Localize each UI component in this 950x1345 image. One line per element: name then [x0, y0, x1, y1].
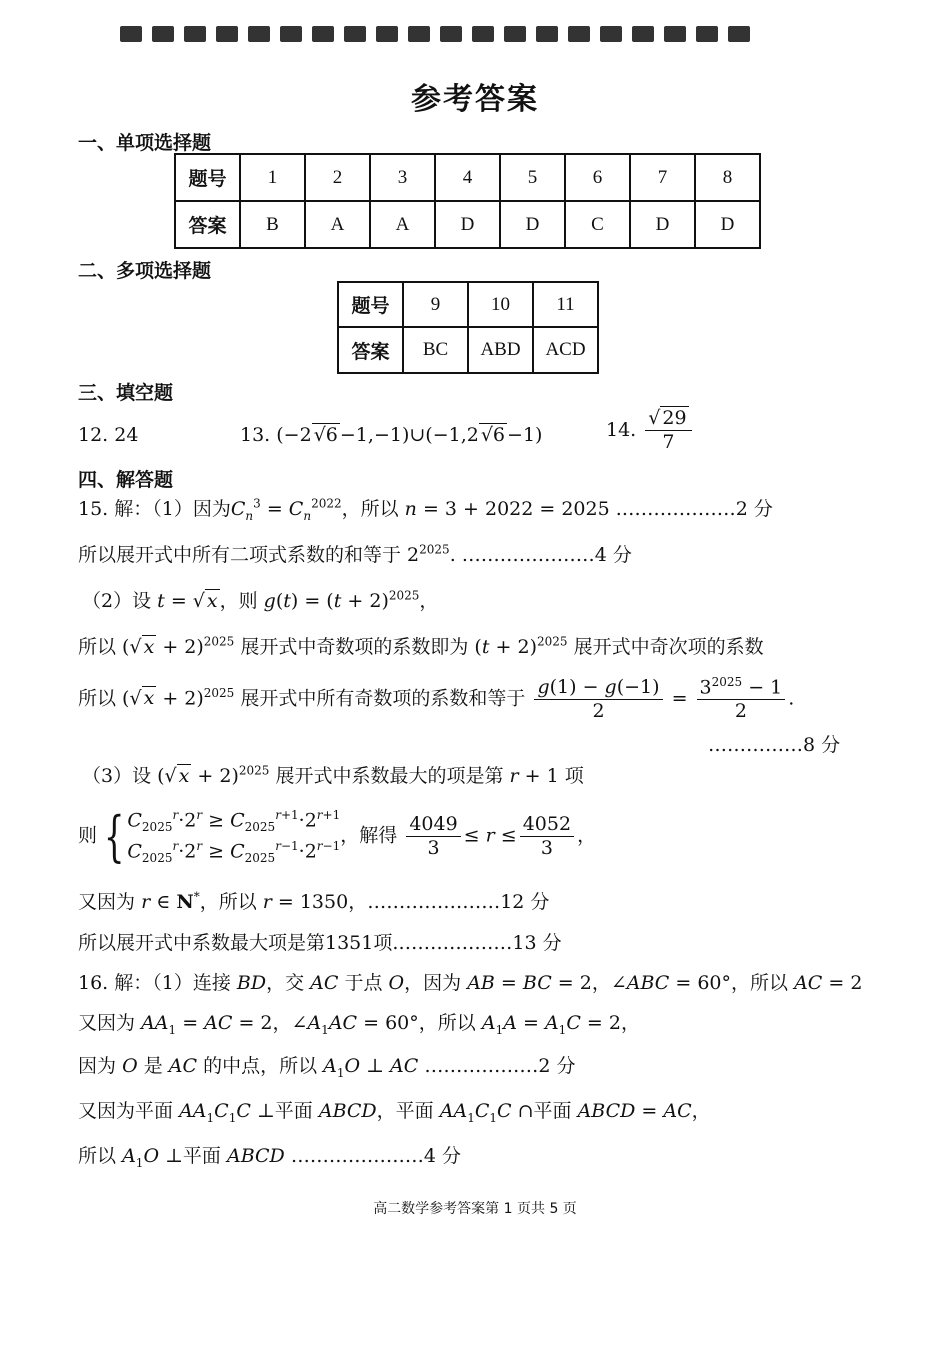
question-number-cell: 9 [403, 282, 468, 327]
answer-cell: D [500, 201, 565, 248]
q15-l7-mid: 展开式中系数最大的项是第 [275, 765, 504, 787]
q15-line-1: 15. 解：（1）因为$C_n^3 = C_n^{2022}$，所以 n = 3 + 2022 = 2025 .………………2 分 [78, 496, 773, 523]
section-solutions: 四、解答题 [78, 469, 174, 491]
section-fill-blank: 三、填空题 [78, 382, 174, 404]
q16-line-1: 16. 解：（1）连接 BD，交 AC 于点 O，因为 AB = BC = 2，∠ABC = 60°，所以 AC = 2 [78, 972, 863, 994]
q16-l4-cap: ∩平面 [517, 1100, 572, 1122]
section-single-choice: 一、单项选择题 [78, 132, 212, 154]
q15-l4-mid: 展开式中奇数项的系数即为 [240, 636, 469, 658]
answer-cell: D [435, 201, 500, 248]
q15-solve: ，解得 [340, 824, 398, 847]
section-multi-choice: 二、多项选择题 [78, 260, 212, 282]
q16-line-3: 因为 O 是 AC 的中点，所以 $A_1O$ ⊥ AC ………………2 分 [78, 1055, 576, 1080]
q15-line-2: 所以展开式中所有二项式系数的和等于 $2^{2025}$. …………………4 分 [78, 542, 632, 566]
answer-cell: D [630, 201, 695, 248]
q15-line-4: 所以 (√ x + 2)$^{2025}$ 展开式中奇数项的系数即为 $(t + 2)^{2025}$ 展开式中奇次项的系数 [78, 634, 764, 658]
q15-line-3: （2）设 t = √ x ，则 $g(t) = (t + 2)^{2025}$， [82, 588, 439, 612]
answer-cell: D [695, 201, 760, 248]
q16-l4-prefix: 又因为平面 [78, 1100, 174, 1122]
q16-l4-mid: ，平面 [376, 1100, 434, 1122]
q15-line-8: 则 { $C_{2025}^r\cdot 2^r \ge C_{2025}^{r+1}\cdot 2^{r+1}$ $C_{2025}^r\cdot 2^r \ge C_{2025}^{r-1}\cdot 2^{r-1}$ ，解得 $\frac{4049}{3}$ ≤ r ≤ $\frac{4052}{3}$ ， [78, 804, 597, 868]
q16-l5-perp: ⊥平面 [165, 1145, 221, 1167]
answer-cell: A [305, 201, 370, 248]
q16-l3-mid: 是 [143, 1055, 163, 1077]
q15-l4-end: 展开式中奇次项的系数 [573, 636, 764, 658]
table-answer-label: 答案 [338, 327, 403, 373]
q16-l2-prefix: 又因为 [78, 1012, 136, 1034]
q15-l2-text: 所以展开式中所有二项式系数的和等于 [78, 544, 402, 566]
q15-then: 则 [78, 824, 98, 847]
question-number-cell: 7 [630, 154, 695, 201]
q16-l5-prefix: 所以 [78, 1145, 117, 1167]
q15-l9-text: 又因为 [78, 891, 136, 913]
score-2b: ………………2 分 [424, 1055, 576, 1077]
q16-line-2: 又因为 $AA_1$ = AC = 2，$\angle A_1AC = 60^\circ$，所以 $A_1A = A_1C = 2$， [78, 1012, 640, 1037]
q16-l4-perp: ⊥平面 [256, 1100, 313, 1122]
table-header-label: 题号 [175, 154, 240, 201]
q15-l5-mid: 展开式中所有奇数项的系数和等于 [240, 687, 526, 710]
answer-cell: B [240, 201, 305, 248]
q15-line-7: （3）设 (√ x + 2)$^{2025}$ 展开式中系数最大的项是第 r + 1 项 [82, 763, 584, 787]
q15-l7-end: 项 [564, 765, 584, 787]
answer-q14: 14. $\frac{√ 29}{7}$ [606, 408, 695, 454]
q16-l3-mid2: 的中点，所以 [203, 1055, 318, 1077]
q16-line-4: 又因为平面 $AA_1C_1C$ ⊥平面 ABCD，平面 $AA_1C_1C$ ∩平面 ABCD = AC， [78, 1100, 711, 1125]
table-header-label: 题号 [338, 282, 403, 327]
question-number-cell: 3 [370, 154, 435, 201]
q16-line-5: 所以 $A_1O$ ⊥平面 ABCD …………………4 分 [78, 1145, 461, 1170]
table-answer-label: 答案 [175, 201, 240, 248]
q15-l3-prefix: （2）设 [82, 590, 152, 612]
answer-cell: BC [403, 327, 468, 373]
question-number-cell: 11 [533, 282, 598, 327]
question-number-cell: 5 [500, 154, 565, 201]
question-number-cell: 2 [305, 154, 370, 201]
q16-l3-prefix: 因为 [78, 1055, 117, 1077]
q16-l1-mid: ，交 [266, 972, 305, 994]
q15-line-6: ……………8 分 [708, 734, 841, 756]
question-number-cell: 1 [240, 154, 305, 201]
score-12: ，…………………12 分 [348, 891, 550, 913]
q15-l7-prefix: （3）设 [82, 765, 152, 787]
question-number-cell: 8 [695, 154, 760, 201]
score-4b: …………………4 分 [290, 1145, 461, 1167]
q16-l2-so: ，所以 [418, 1012, 476, 1034]
single-choice-table [174, 153, 761, 249]
score-2: ………………2 分 [621, 498, 773, 520]
question-number-cell: 10 [468, 282, 533, 327]
question-number-cell: 4 [435, 154, 500, 201]
q16-l1-prefix: 16. 解：（1）连接 [78, 972, 231, 994]
q14-label: 14. [606, 418, 637, 441]
q13-label: 13. [240, 424, 271, 446]
q15-l9-so: ，所以 [199, 891, 257, 913]
q15-line-9: 又因为 r ∈ N*，所以 r = 1350，…………………12 分 [78, 889, 550, 913]
multi-choice-table [337, 281, 599, 374]
score-4: …………………4 分 [461, 544, 632, 566]
answer-cell: A [370, 201, 435, 248]
answer-q12: 12. 24 [78, 424, 139, 446]
page-title: 参考答案 [411, 82, 539, 117]
q16-l1-so: ，所以 [731, 972, 789, 994]
top-cropped-header [120, 22, 840, 44]
q16-l1-because: ，因为 [404, 972, 462, 994]
answer-cell: C [565, 201, 630, 248]
answer-cell: ACD [533, 327, 598, 373]
q16-l1-mid2: 于点 [344, 972, 383, 994]
page-footer: 高二数学参考答案第 1 页共 5 页 [373, 1201, 577, 1217]
answer-cell: ABD [468, 327, 533, 373]
answer-q13: 13. (−2 √6 −1,−1)∪(−1,2 √6 −1) [240, 424, 543, 446]
q15-line-5: 所以 (√ x + 2)$^{2025}$ 展开式中所有奇数项的系数和等于 $\frac{g(1) - g(-1)}{2}$ = $\frac{3^{2025} - 1}{2}$ . [78, 675, 795, 723]
question-number-cell: 6 [565, 154, 630, 201]
q15-line-10: 所以展开式中系数最大项是第1351项.………………13 分 [78, 932, 562, 954]
